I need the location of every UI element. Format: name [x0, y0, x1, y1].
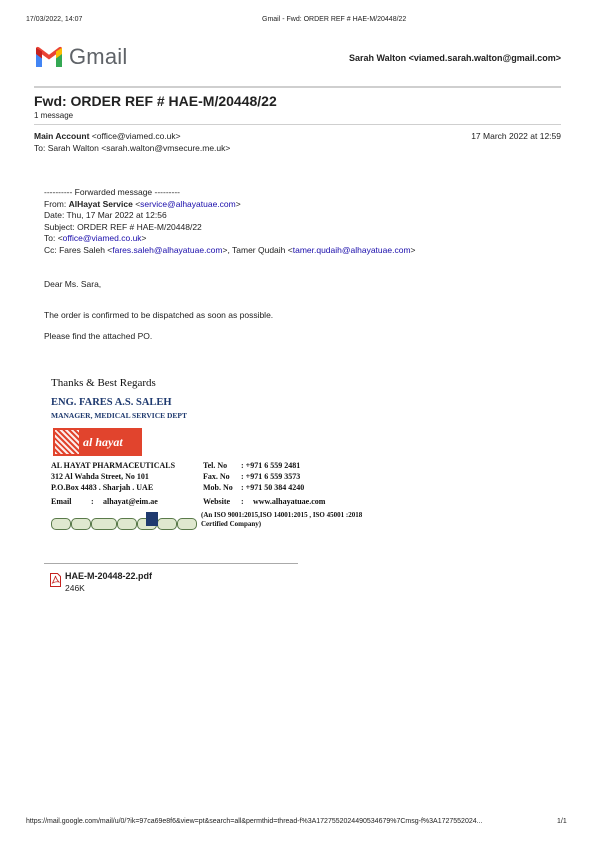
- forwarded-block: [44, 187, 416, 256]
- signature-street: 312 Al Wahda Street, No 101: [51, 472, 149, 481]
- forwarded-from-close: >: [235, 198, 241, 209]
- forwarded-to-email-link[interactable]: office@viamed.co.uk: [62, 233, 142, 243]
- signature-regards: Thanks & Best Regards: [51, 377, 156, 389]
- subject-divider: [34, 124, 561, 125]
- footer-page-number: 1/1: [557, 818, 567, 825]
- body-line-2: Please find the attached PO.: [44, 331, 153, 341]
- forwarded-from-name: AlHayat Service: [68, 198, 133, 209]
- signature-web-label: Website: [203, 497, 231, 506]
- message-count: 1 message: [34, 111, 74, 120]
- gmail-logo[interactable]: [34, 44, 127, 70]
- signature-tel-label: Tel. No: [203, 461, 228, 470]
- forwarded-to-label: To: <: [44, 233, 63, 243]
- greeting: Dear Ms. Sara,: [44, 279, 102, 289]
- certification-badge-icon: [177, 518, 197, 530]
- signature-web-sep: :: [241, 497, 244, 506]
- signature-iso-line-1: (An ISO 9001:2015,ISO 14001:2015 , ISO 45001 :2018: [201, 511, 363, 519]
- signature-web-value: www.alhayatuae.com: [253, 497, 326, 506]
- forwarded-cc-close: >: [410, 244, 416, 255]
- signature-iso-line-2: Certified Company): [201, 520, 262, 528]
- thread-subject: Fwd: ORDER REF # HAE-M/20448/22: [34, 93, 277, 109]
- recipient-line: To: Sarah Walton <sarah.walton@vmsecure.me.uk>: [34, 143, 231, 153]
- forwarded-date: Date: Thu, 17 Mar 2022 at 12:56: [44, 210, 167, 220]
- footer-url: https://mail.google.com/mail/u/0/?ik=97ca69e8f6&view=pt&search=all&permthid=thread-f%3A1727552024490534679%7Cmsg-f%3A1727552024...: [26, 818, 483, 825]
- forwarded-from-open: <: [132, 198, 141, 209]
- signature-fax-value: : +971 6 559 3573: [241, 472, 301, 481]
- body-line-1: The order is confirmed to be dispatched as soon as possible.: [44, 310, 274, 320]
- sender-email: <office@viamed.co.uk>: [91, 131, 181, 141]
- header-divider: [34, 86, 561, 88]
- signature-fax-label: Fax. No: [203, 472, 230, 481]
- signature-name: ENG. FARES A.S. SALEH: [51, 397, 172, 408]
- forwarded-from-email-link[interactable]: service@alhayatuae.com: [140, 198, 236, 209]
- forwarded-cc-mid: >, Tamer Qudaih <: [222, 244, 293, 255]
- attachment-divider: [44, 563, 298, 564]
- signature-email-label: Email: [51, 497, 72, 506]
- account-label: Sarah Walton <viamed.sarah.walton@gmail.com>: [348, 53, 561, 63]
- signature-mob-label: Mob. No: [203, 483, 233, 492]
- signature-company: AL HAYAT PHARMACEUTICALS: [51, 461, 176, 470]
- pdf-file-icon[interactable]: [50, 573, 61, 587]
- print-page-title: Gmail - Fwd: ORDER REF # HAE-M/20448/22: [262, 16, 407, 23]
- print-datetime: 17/03/2022, 14:07: [26, 16, 83, 23]
- sender-line: [34, 131, 181, 141]
- forwarded-from: [44, 199, 416, 211]
- signature-email-value: alhayat@eim.ae: [103, 497, 158, 506]
- certification-badge-icon: [117, 518, 137, 530]
- gmail-wordmark: Gmail: [69, 44, 128, 69]
- forwarded-cc-label: Cc: Fares Saleh <: [44, 244, 113, 255]
- gmail-m-icon: [34, 46, 64, 69]
- message-date: 17 March 2022 at 12:59: [471, 131, 561, 141]
- forwarded-to: [44, 233, 416, 245]
- attachment-filename[interactable]: HAE-M-20448-22.pdf: [65, 571, 153, 581]
- certification-badge-icon: [71, 518, 91, 530]
- signature-email-sep: :: [91, 497, 94, 506]
- cc-email-link-1[interactable]: fares.saleh@alhayatuae.com: [112, 244, 223, 255]
- alhayat-logo-text: al hayat: [83, 434, 123, 449]
- certification-badge-icon: [91, 518, 117, 530]
- alhayat-logo: [53, 428, 142, 456]
- forwarded-subject: Subject: ORDER REF # HAE-M/20448/22: [44, 221, 202, 232]
- sender-name: Main Account: [34, 131, 90, 141]
- attachment-size: 246K: [65, 583, 85, 593]
- forwarded-to-close: >: [141, 233, 147, 243]
- signature-mob-value: : +971 50 384 4240: [241, 483, 305, 492]
- signature-title: MANAGER, MEDICAL SERVICE DEPT: [51, 411, 187, 420]
- signature-tel-value: : +971 6 559 2481: [241, 461, 301, 470]
- forwarded-banner: ---------- Forwarded message ---------: [44, 187, 180, 197]
- signature-pobox: P.O.Box 4483 . Sharjah . UAE: [51, 483, 154, 492]
- signature-image: [51, 374, 401, 536]
- forwarded-from-label: From:: [44, 198, 69, 209]
- forwarded-cc: [44, 245, 416, 257]
- certification-badge-icon: [51, 518, 71, 530]
- certification-badge-icon: [157, 518, 177, 530]
- cc-email-link-2[interactable]: tamer.qudaih@alhayatuae.com: [292, 244, 411, 255]
- eu-flag-icon: [146, 512, 158, 526]
- alhayat-logo-mark-icon: [55, 430, 79, 454]
